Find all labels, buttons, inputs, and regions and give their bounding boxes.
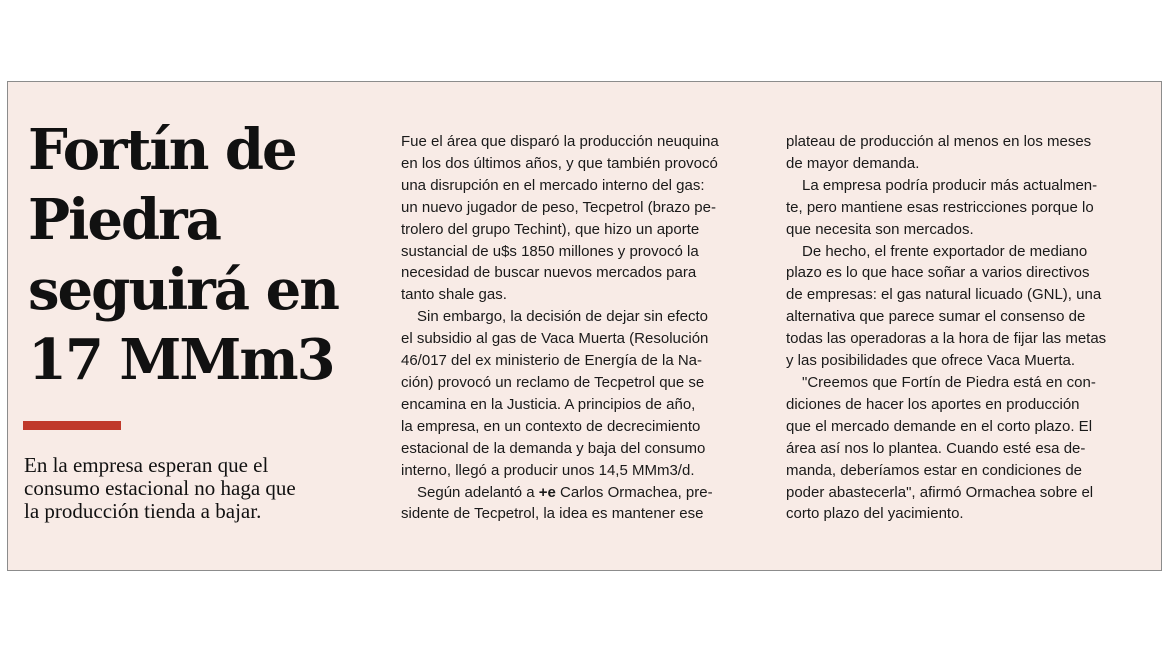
text-line: corto plazo del yacimiento. xyxy=(786,505,964,523)
text-line: manda, deberíamos estar en condiciones de xyxy=(786,461,1083,479)
text-line: trolero del grupo Techint), que hizo un aporte xyxy=(401,220,700,238)
text-line: en los dos últimos años, y que también provocó xyxy=(401,154,718,172)
text-line: la empresa, en un contexto de decrecimiento xyxy=(401,417,701,435)
headline-line: seguirá en xyxy=(28,257,338,323)
text-line: y las posibilidades que ofrece Vaca Muerta. xyxy=(786,352,1076,370)
text-line: 46/017 del ex ministerio de Energía de la Na- xyxy=(401,352,703,370)
text-line: alternativa que parece sumar el consenso de xyxy=(786,308,1086,326)
text-line: "Creemos que Fortín de Piedra está en con- xyxy=(802,373,1096,391)
text-line: necesidad de buscar nuevos mercados para xyxy=(401,264,697,282)
headline-line: Fortín de xyxy=(28,117,296,183)
text-line: encamina en la Justicia. A principios de año, xyxy=(401,395,696,413)
text-line: que necesita son mercados. xyxy=(786,220,974,238)
text-line: ción) provocó un reclamo de Tecpetrol que se xyxy=(401,373,705,391)
text-line: un nuevo jugador de peso, Tecpetrol (brazo pe- xyxy=(401,198,716,216)
text-line: plateau de producción al menos en los meses xyxy=(786,133,1092,150)
subheadline-line: la producción tienda a bajar. xyxy=(24,499,262,523)
subheadline-line: consumo estacional no haga que xyxy=(24,476,296,500)
text-line xyxy=(401,482,771,504)
text-segment: Carlos Ormachea, pre- xyxy=(555,483,713,501)
text-line: el subsidio al gas de Vaca Muerta (Resolución xyxy=(401,330,709,348)
text-line: La empresa podría producir más actualmen- xyxy=(802,176,1098,194)
text-line: todas las operadoras a la hora de fijar las metas xyxy=(786,330,1107,348)
text-line: De hecho, el frente exportador de mediano xyxy=(802,242,1088,260)
text-line: tanto shale gas. xyxy=(401,286,507,304)
accent-rule xyxy=(23,421,121,430)
subheadline-line: En la empresa esperan que el xyxy=(24,453,269,477)
text-line: que el mercado demande en el corto plazo. El xyxy=(786,417,1093,435)
text-line: plazo es lo que hace soñar a varios directivos xyxy=(786,264,1090,282)
text-line: una disrupción en el mercado interno del gas: xyxy=(401,176,705,194)
headline-line: Piedra xyxy=(28,187,220,253)
text-line: Sin embargo, la decisión de dejar sin efecto xyxy=(417,308,709,326)
headline-line: 17 MMm3 xyxy=(28,327,334,393)
text-line: área así nos lo plantea. Cuando esté esa de- xyxy=(786,439,1086,457)
headline xyxy=(28,115,388,395)
text-line: poder abastecerla", afirmó Ormachea sobre el xyxy=(786,483,1094,501)
text-line: sustancial de u$s 1850 millones y provocó la xyxy=(401,242,699,260)
text-line: de mayor demanda. xyxy=(786,154,920,172)
text-line: sidente de Tecpetrol, la idea es mantener ese xyxy=(401,505,704,523)
text-line: interno, llegó a producir unos 14,5 MMm3/d. xyxy=(401,461,695,479)
text-line: de empresas: el gas natural licuado (GNL), una xyxy=(786,286,1102,304)
body-column-1 xyxy=(401,131,771,525)
text-line: te, pero mantiene esas restricciones porque lo xyxy=(786,198,1094,216)
text-line: diciones de hacer los aportes en producción xyxy=(786,395,1080,413)
text-segment: Según adelantó a xyxy=(417,483,539,501)
text-line: Fue el área que disparó la producción neuquina xyxy=(401,133,719,150)
brand-mark: +e xyxy=(538,483,556,501)
body-column-2 xyxy=(786,131,1156,525)
text-line: estacional de la demanda y baja del consumo xyxy=(401,439,706,457)
newspaper-clipping xyxy=(7,81,1162,571)
subheadline xyxy=(24,454,384,523)
